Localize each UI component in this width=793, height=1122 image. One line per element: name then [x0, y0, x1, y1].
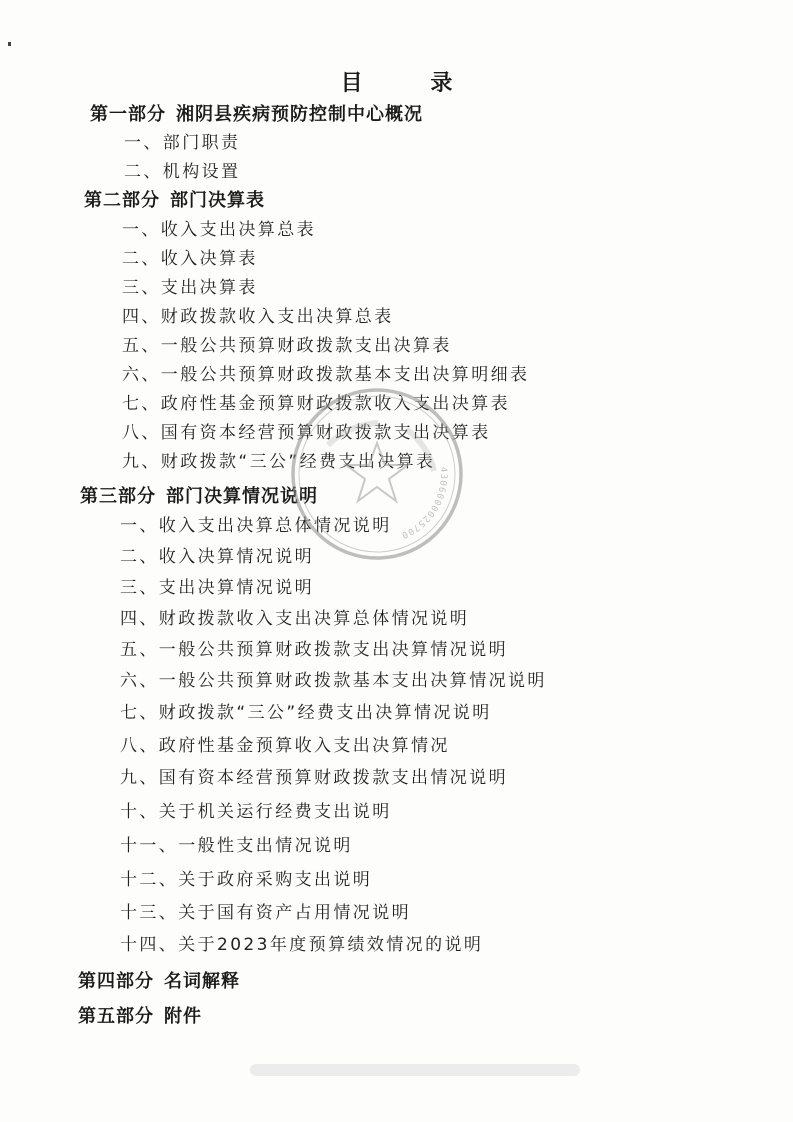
toc-part-2 — [84, 192, 265, 210]
toc-part-3 — [80, 488, 318, 506]
toc-item: 九、国有资本经营预算财政拨款支出情况说明 — [120, 768, 508, 788]
toc-item: 八、政府性基金预算收入支出决算情况 — [120, 736, 450, 756]
part-5-title: 附件 — [164, 1006, 202, 1027]
toc-item: 三、支出决算表 — [122, 278, 258, 298]
toc-item: 十二、关于政府采购支出说明 — [120, 870, 373, 890]
seal-code: 4306000025700 — [399, 466, 449, 541]
toc-part-1 — [90, 106, 423, 124]
toc-item: 七、财政拨款“三公”经费支出决算情况说明 — [120, 703, 492, 723]
toc-item: 十四、关于2023年度预算绩效情况的说明 — [120, 935, 484, 955]
part-4-title: 名词解释 — [164, 971, 240, 992]
toc-item: 九、财政拨款“三公”经费支出决算表 — [122, 452, 436, 472]
toc-item: 七、政府性基金预算财政拨款收入支出决算表 — [122, 394, 510, 414]
toc-item: 二、收入决算表 — [122, 249, 258, 269]
scan-mark — [8, 42, 11, 46]
toc-item: 五、一般公共预算财政拨款支出决算情况说明 — [120, 640, 508, 660]
part-1-label: 第一部分 — [90, 104, 166, 125]
toc-part-4 — [78, 973, 240, 991]
scan-smudge — [250, 1050, 580, 1090]
part-2-title: 部门决算表 — [170, 190, 265, 211]
part-5-label: 第五部分 — [78, 1006, 154, 1027]
toc-item: 六、一般公共预算财政拨款基本支出决算明细表 — [122, 365, 530, 385]
part-4-label: 第四部分 — [78, 971, 154, 992]
toc-item: 十一、一般性支出情况说明 — [120, 836, 353, 856]
toc-item: 十、关于机关运行经费支出说明 — [120, 802, 392, 822]
toc-item: 一、部门职责 — [124, 133, 241, 153]
toc-item: 二、机构设置 — [124, 162, 241, 182]
toc-item: 二、收入决算情况说明 — [120, 547, 314, 567]
toc-part-5 — [78, 1008, 202, 1026]
toc-title: 目 录 — [340, 70, 483, 96]
toc-item: 一、收入支出决算总体情况说明 — [120, 516, 392, 536]
part-1-title: 湘阴县疾病预防控制中心概况 — [176, 104, 423, 125]
toc-item: 五、一般公共预算财政拨款支出决算表 — [122, 336, 452, 356]
toc-item: 一、收入支出决算总表 — [122, 220, 316, 240]
toc-item: 十三、关于国有资产占用情况说明 — [120, 903, 411, 923]
part-2-label: 第二部分 — [84, 190, 160, 211]
toc-item: 六、一般公共预算财政拨款基本支出决算情况说明 — [120, 671, 547, 691]
toc-item: 四、财政拨款收入支出决算总表 — [122, 307, 394, 327]
toc-item: 八、国有资本经营预算财政拨款支出决算表 — [122, 423, 491, 443]
part-3-label: 第三部分 — [80, 486, 156, 507]
part-3-title: 部门决算情况说明 — [166, 486, 318, 507]
toc-item: 四、财政拨款收入支出决算总体情况说明 — [120, 609, 470, 629]
toc-item: 三、支出决算情况说明 — [120, 578, 314, 598]
